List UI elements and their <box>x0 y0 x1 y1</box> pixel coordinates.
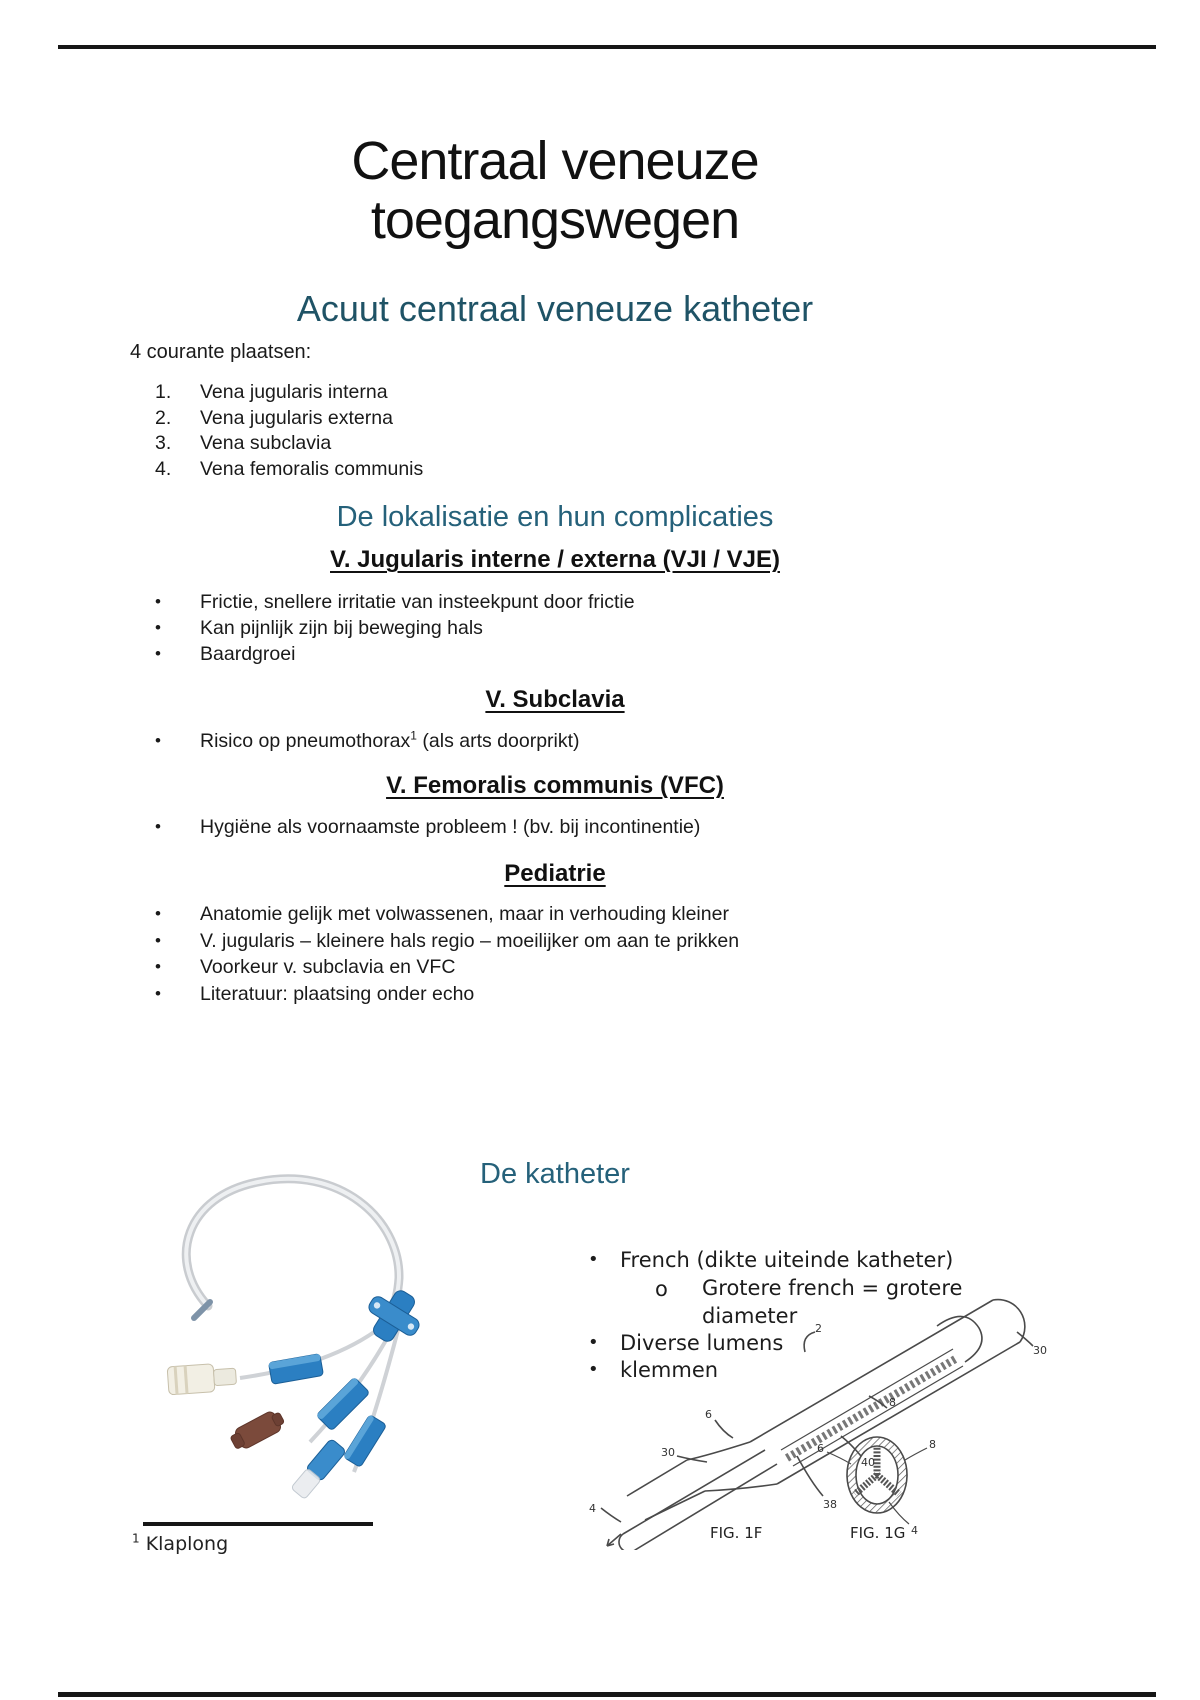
catheter-photo <box>128 1138 484 1504</box>
bullet-text: klemmen <box>620 1358 719 1382</box>
bullet-marker: • <box>588 1359 599 1380</box>
list-number: 3. <box>155 432 172 454</box>
fig-numeral: 2 <box>815 1322 822 1335</box>
bullet-item <box>155 816 700 839</box>
numbered-item <box>155 381 388 404</box>
bullet-text: Diverse lumens <box>620 1331 784 1355</box>
page-title-line1: Centraal veneuze <box>351 131 759 191</box>
numbered-item <box>155 432 331 455</box>
bullet-marker: • <box>155 731 161 750</box>
bullet-text: V. jugularis – kleinere hals regio – moeilijker om aan te prikken <box>200 930 740 952</box>
footnote <box>132 1533 228 1555</box>
intro-label: 4 courante plaatsen: <box>130 341 312 363</box>
bullet-marker: • <box>155 904 161 923</box>
list-number: 1. <box>155 381 172 403</box>
fig-numeral: 8 <box>929 1438 936 1451</box>
bullet-marker: • <box>155 957 161 976</box>
bullet-text: Kan pijnlijk zijn bij beweging hals <box>200 617 483 639</box>
fig-numeral: 4 <box>911 1524 918 1537</box>
list-item-text: Vena jugularis interna <box>200 381 388 403</box>
fig-numeral: 4 <box>589 1502 596 1515</box>
fig-numeral: 40 <box>861 1456 875 1469</box>
section-heading-katheter: De katheter <box>480 1158 630 1190</box>
page-title <box>0 132 1110 251</box>
list-item-text: Vena jugularis externa <box>200 407 393 429</box>
bullet-marker: • <box>155 618 161 637</box>
sub-bullet-marker: o <box>655 1277 668 1301</box>
subsection-heading-subclavia: V. Subclavia <box>485 686 625 713</box>
bullet-marker: • <box>155 931 161 950</box>
fig-1f-label: FIG. 1F <box>710 1524 763 1542</box>
bullet-text: French (dikte uiteinde katheter) <box>620 1248 954 1272</box>
bullet-marker: • <box>155 817 161 836</box>
numbered-item <box>155 407 393 430</box>
subsection-heading-pediatrie: Pediatrie <box>504 860 606 887</box>
sub-bullet-text-line2: diameter <box>702 1304 798 1328</box>
bullet-marker: • <box>588 1332 599 1353</box>
page-title-line2: toegangswegen <box>370 190 740 251</box>
fig-numeral: 38 <box>823 1498 837 1511</box>
subsection-heading-vji: V. Jugularis interne / externa (VJI / VJE) <box>330 546 780 573</box>
bullet-item <box>155 591 635 614</box>
list-number: 4. <box>155 458 172 480</box>
numbered-item <box>155 458 423 481</box>
sub-bullet-text: Grotere french = grotere <box>702 1276 963 1300</box>
fig-numeral: 8 <box>889 1396 896 1409</box>
list-item-text: Vena femoralis communis <box>200 458 424 480</box>
bullet-item <box>155 617 483 640</box>
footnote-ref: 1 <box>410 728 417 743</box>
footnote-number: 1 <box>132 1531 140 1546</box>
bullet-item <box>155 730 580 753</box>
section-heading-acuut: Acuut centraal veneuze katheter <box>296 288 814 329</box>
patent-figure <box>565 1250 1145 1550</box>
footnote-text: Klaplong <box>145 1533 229 1555</box>
bullet-text: Literatuur: plaatsing onder echo <box>200 983 475 1005</box>
bullet-marker: • <box>588 1249 599 1270</box>
bullet-item <box>155 643 295 666</box>
bullet-text: Frictie, snellere irritatie van insteekpunt door frictie <box>200 591 635 613</box>
list-item-text: Vena subclavia <box>200 432 332 454</box>
bullet-item <box>155 956 455 979</box>
bullet-text: Baardgroei <box>200 643 296 665</box>
bullet-marker: • <box>155 592 161 611</box>
bullet-text: Hygiëne als voornaamste probleem ! (bv. bij incontinentie) <box>200 816 701 838</box>
fig-numeral: 30 <box>661 1446 675 1459</box>
bottom-divider <box>58 1692 1156 1697</box>
bullet-item <box>155 983 474 1006</box>
list-number: 2. <box>155 407 172 429</box>
bullet-marker: • <box>155 984 161 1003</box>
bullet-marker: • <box>155 644 161 663</box>
bullet-item <box>155 903 729 926</box>
subsection-heading-vfc: V. Femoralis communis (VFC) <box>386 772 724 799</box>
bullet-item <box>155 930 739 953</box>
fig-numeral: 6 <box>705 1408 712 1421</box>
fig-numeral: 30 <box>1033 1344 1047 1357</box>
top-divider <box>58 45 1156 49</box>
bullet-text: Risico op pneumothorax$^1$ (als arts doorprikt) <box>200 728 580 752</box>
bullet-text: Voorkeur v. subclavia en VFC <box>200 956 456 978</box>
fig-numeral: 6 <box>817 1442 824 1455</box>
bullet-text: Anatomie gelijk met volwassenen, maar in verhouding kleiner <box>200 903 729 925</box>
section-heading-lokalisatie: De lokalisatie en hun complicaties <box>336 501 774 533</box>
fig-1g-label: FIG. 1G <box>850 1524 906 1542</box>
footnote-divider <box>143 1522 373 1526</box>
